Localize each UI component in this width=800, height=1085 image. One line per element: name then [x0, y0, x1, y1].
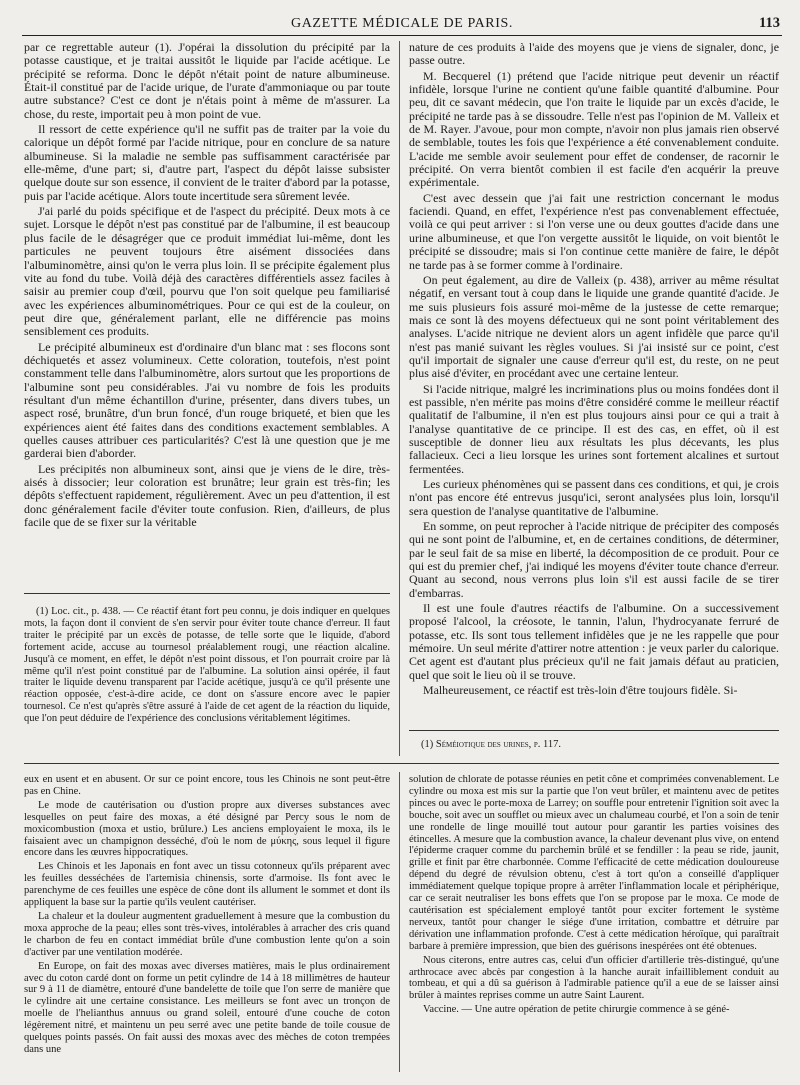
page-number: 113	[759, 15, 780, 31]
paragraph: Les Chinois et les Japonais en font avec un tissu cotonneux qu'ils préparent avec les feuilles desséchées de l'artemisia chinensis, sorte d'armoise. Ils font avec le parenchyme de ces feuilles une espèce de cône dont ils allument le sommet et dont ils appliquent la base sur la partie qu'ils veulent cautériser.	[24, 861, 390, 909]
paragraph: Le mode de cautérisation ou d'ustion propre aux diverses substances avec lesquelles on peut faire des moxas, a été désigné par Percy sous le nom de moxicombustion (moxa et ustio, brûlure.) Les anciens employaient le moxa, ils le faisaient avec un champignon desséché, d'où le nom de μύκης, sous lequel il figure encore dans les œuvres hippocratiques.	[24, 799, 390, 859]
lower-right-column	[409, 774, 779, 1072]
paragraph: La chaleur et la douleur augmentent graduellement à mesure que la combustion du moxa approche de la peau; elles sont très-vives, intolérables à arracher des cris quand le charbon de feu en contact immédiat brûle d'une combustion lente qu'on a soin d'activer par une ventilation modérée.	[24, 910, 390, 958]
lower-left-column	[24, 774, 390, 1072]
paragraph: Le précipité albumineux est d'ordinaire d'un blanc mat : ses flocons sont déchiquetés et assez volumineux. Cette coloration, toutefois, n'est point constamment telle dans l'albuminomètre, alors surtout que les proportions de l'albumine sont peu considérables. J'ai vu nombre de fois les produits résultant d'un même échantillon d'urine, présenter, dans divers tubes, un aspect rosé, brunâtre, d'un brun foncé, d'un rouge briqueté, et bien que les expériences aient été faites dans des conditions exactement semblables. A quelles causes attribuer ces particularités? C'est là une question que je me garderai bien d'aborder.	[24, 339, 390, 461]
footnote-text: (1) Séméiotique des urines, p. 117.	[421, 739, 561, 750]
column-divider	[399, 41, 400, 756]
paragraph: Nous citerons, entre autres cas, celui d'un officier d'artillerie très-distingué, qu'une arthrocace avec abcès par congestion à la hanche aurait infailliblement conduit au tombeau, et qui a dû sa guérison à l'admirable patience qu'il a eue de se laisser ainsi brûler à maintes reprises comme un autre Saint Laurent.	[409, 954, 779, 1002]
upper-right-column	[409, 41, 779, 719]
paragraph: Les précipités non albumineux sont, ainsi que je viens de le dire, très-aisés à dissocier; leur coloration est brunâtre; leur grain est très-fin; les dépôts s'effectuent rapidement, régulièrement. Avec un peu d'attention, il est donc généralement facile d'éviter toute confusion. Rien, d'ailleurs, de plus facile que de se fixer sur la véritable	[24, 461, 390, 530]
paragraph: On peut également, au dire de Valleix (p. 438), arriver au même résultat négatif, en versant tout à coup dans le liquide une grande quantité d'acide. Je me suis plusieurs fois assuré moi-même de la justesse de cette remarque; mais ce sont là des moyens défectueux qui ne sont point véritablement des analyses. L'acide nitrique ne devient alors un agent infidèle que parce qu'il n'est pas manié suivant les règles voulues. Si j'ai insisté sur ce point, c'est qu'il importait de signaler une cause d'erreur qu'il est, du reste, on ne peut plus aisé d'éviter, en procédant avec une certaine lenteur.	[409, 272, 779, 381]
paragraph: solution de chlorate de potasse réunies en petit cône et comprimées convenablement. Le cylindre ou moxa est mis sur la partie que l'on veut brûler, et maintenu avec de petites pinces ou avec le porte-moxa de Larrey; on souffle pour entretenir l'ignition soit avec la bouche, soit avec un soufflet ou mieux avec un chalumeau courbé, et l'on a soin de tenir une rondelle de linge mouillé tout autour pour garantir les parties voisines des étincelles. A mesure que la combustion avance, la chaleur devenant plus vive, on entend l'épiderme craquer comme du parchemin brûlé et se fendiller : la peau se ride, jaunit, grille et finit par être charbonnée. Comme l'efficacité de cette médication douloureuse dépend du degré de révulsion obtenu, c'est à tort qu'on a conseillé d'appliquer immédiatement quelque topique propre à arrêter l'inflammation locale et périphérique, car ce serait neutraliser les bons effets que l'on se propose par le moxa. Ce mode de cautérisation est spécialement employé tantôt pour exciter fortement le système nerveux, tantôt pour changer le siége d'une irritation, combattre et détruire par dérivation une inflammation profonde. C'est à cette médication héroïque, qui paraîtrait barbare à première impression, que bien des guérisons inespérées ont été obtenues.	[409, 774, 779, 952]
upper-left-footnote	[24, 606, 390, 750]
upper-left-column	[24, 41, 390, 587]
paragraph: En somme, on peut reprocher à l'acide nitrique de précipiter des composés qui ne sont point de l'albumine, et, en de certaines conditions, de déterminer, par le seul fait de sa mise en liberté, la décomposition de ce produit. Pour ce qui est du premier chef, j'ai indiqué les moyens d'éviter toute chance d'erreur. Quant au second, nous verrons plus loin s'il est aussi facile de se tirer d'embarras.	[409, 519, 779, 600]
column-divider	[399, 772, 400, 1072]
paragraph: C'est avec dessein que j'ai fait une restriction concernant le modus faciendi. Quand, en effet, l'expérience n'est pas convenablement effectuée, voilà ce qui peut arriver : si l'on verse une ou deux gouttes d'acide dans une urine albumineuse, et que l'on vergette aussitôt le liquide, on voit bientôt le précipité se dissoudre; mais si l'on continue cette manière de faire, le dépôt ne tarde pas à se former comme à l'ordinaire.	[409, 190, 779, 272]
paragraph: M. Becquerel (1) prétend que l'acide nitrique peut devenir un réactif infidèle, lorsque l'urine ne contient qu'une faible quantité d'albumine. Pour peu, dit ce savant médecin, que l'on traite le liquide par un excès d'acide, le précipité ne tarde pas à se dissoudre. Telle n'est pas l'opinion de M. Valleix et de M. Rayer. J'avoue, pour mon compte, n'avoir non plus jamais rien observé de semblable, toutes les fois que l'expérience a été convenablement conduite. L'acide me semble avoir seulement pour effet de condenser, de racornir le précipité. On verra bientôt combien il est facile d'en acquérir la preuve expérimentale.	[409, 68, 779, 190]
paragraph: Il ressort de cette expérience qu'il ne suffit pas de traiter par la voie du calorique un dépôt formé par l'acide nitrique, pour en conclure de sa nature albumineuse. Si la maladie ne semble pas suffisamment caractérisée par elle-même, d'une part; si, d'autre part, l'aspect du dépôt laisse subsister quelque doute sur son essence, il convient de le traiter d'abord par la potasse, puis par l'acide acétique. Alors toute incertitude sera sûrement levée.	[24, 122, 390, 203]
paragraph: Malheureusement, ce réactif est très-loin d'être toujours fidèle. Si-	[423, 683, 738, 698]
footnote-separator	[24, 593, 390, 594]
paragraph: nature de ces produits à l'aide des moyens que je viens de signaler, donc, je passe outre.	[409, 41, 779, 68]
paragraph: En Europe, on fait des moxas avec diverses matières, mais le plus ordinairement avec du coton cardé dont on forme un petit cylindre de 14 à 18 millimètres de hauteur sur 9 à 11 de diamètre, entouré d'une bandelette de toile que l'on serre de manière que le cylindre ait une certaine consistance. Les meilleurs se font avec un tronçon de moelle de l'helianthus annuus ou grand soleil, entouré d'une couche de coton légèrement nitré, et maintenu un peu serré avec une petite bande de toile cousue de quelques points passés. On fait aussi des moxas avec des mèches de coton trempées dans une	[24, 960, 390, 1055]
footnote-text: (1) Loc. cit., p. 438. — Ce réactif étant fort peu connu, je dois indiquer en quelques mots, la façon dont il convient de s'en servir pour éviter toute chance d'erreur. Il faut traiter le précipité par un excès de potasse, de telle sorte que le liquide, d'abord fortement acide, accuse au tournesol préalablement rougi, une réaction alcaline. Jusqu'à ce moment, en effet, le dépôt n'est point dissous, et l'on pourrait croire par là même qu'il n'est point constitué par de l'albumine. La solution ainsi opérée, il faut traiter le liquide devenu transparent par l'acide acétique, jusqu'à ce qu'il présente une réaction opposée, c'est-à-dire acide, ce dont on s'assure encore avec le papier tournesol. Ce n'est qu'après s'être assuré à l'aide de cet agent de la réaction du liquide, que l'on peut déduire de l'expérience des conclusions véritablement légitimes.	[24, 606, 390, 725]
section-separator	[24, 763, 779, 764]
paragraph: par ce regrettable auteur (1). J'opérai la dissolution du précipité par la potasse caustique, et je traitai aussitôt le liquide par l'acide acétique. Le précipité se reforma. Donc le dépôt n'était point de nature albumineuse. Était-il constitué par de l'acide urique, de l'urate d'ammoniaque ou par toute autre substance? C'est ce dont je n'étais point à même de m'assurer. La chose, du reste, importait peu à mon point de vue.	[24, 41, 390, 121]
paragraph: Les curieux phénomènes qui se passent dans ces conditions, et qui, je crois n'ont pas encore été entrevus jusqu'ici, seront analysées plus loin, lorsqu'il sera question de l'analyse quantitative de l'albumine.	[409, 477, 779, 518]
paragraph: J'ai parlé du poids spécifique et de l'aspect du précipité. Deux mots à ce sujet. Lorsque le dépôt n'est pas constitué par de l'albumine, il est beaucoup plus facile de le désagréger que ce produit immédiat lui-même, dont les particules ne peuvent toujours être aisément dissociées dans l'albuminomètre, ainsi qu'on le verra plus loin. Il se précipite également plus vite au fond du tube. Voilà déjà des caractères différentiels assez faciles à saisir au premier coup d'œil, pourvu que l'on soit quelque peu familiarisé avec les expériences albuminométriques. Pour ce qui est de la couleur, on peut dire que, généralement parlant, elle ne différencie pas moins sensiblement ces produits.	[24, 204, 390, 339]
footnote-separator	[409, 730, 779, 731]
paragraph: Si l'acide nitrique, malgré les incriminations plus ou moins fondées dont il est passible, n'en mérite pas moins d'être considéré comme le meilleur réactif qualitatif de l'albumine, il n'en est plus toujours ainsi pour ce qui a trait à l'analyse quantitative de ce principe. Il est des cas, en effet, où il est susceptible de donner lieu aux résultats les plus décevants, les plus fallacieux. Ceci a lieu lorsque les urines sont fortement alcalines et surtout fermentées.	[409, 381, 779, 476]
paragraph: Vaccine. — Une autre opération de petite chirurgie commence à se géné-	[423, 1004, 730, 1016]
journal-title: GAZETTE MÉDICALE DE PARIS.	[291, 16, 513, 31]
paragraph: eux en usent et en abusent. Or sur ce point encore, tous les Chinois ne sont peut-être pas en Chine.	[24, 774, 390, 797]
page-header	[22, 14, 782, 36]
paragraph: Il est une foule d'autres réactifs de l'albumine. On a successivement proposé l'alcool, la créosote, le tannin, l'alun, l'hydrocyanate ferruré de potasse, etc. Ils sont tous tellement infidèles que je ne les rappelle que pour mémoire. Un seul mérite d'attirer notre attention : je veux parler du calorique. Cet agent est d'autant plus précieux qu'il ne fait jamais défaut au praticien, quel que soit le lieu où il se trouve.	[409, 601, 779, 682]
upper-right-footnote	[409, 739, 779, 753]
